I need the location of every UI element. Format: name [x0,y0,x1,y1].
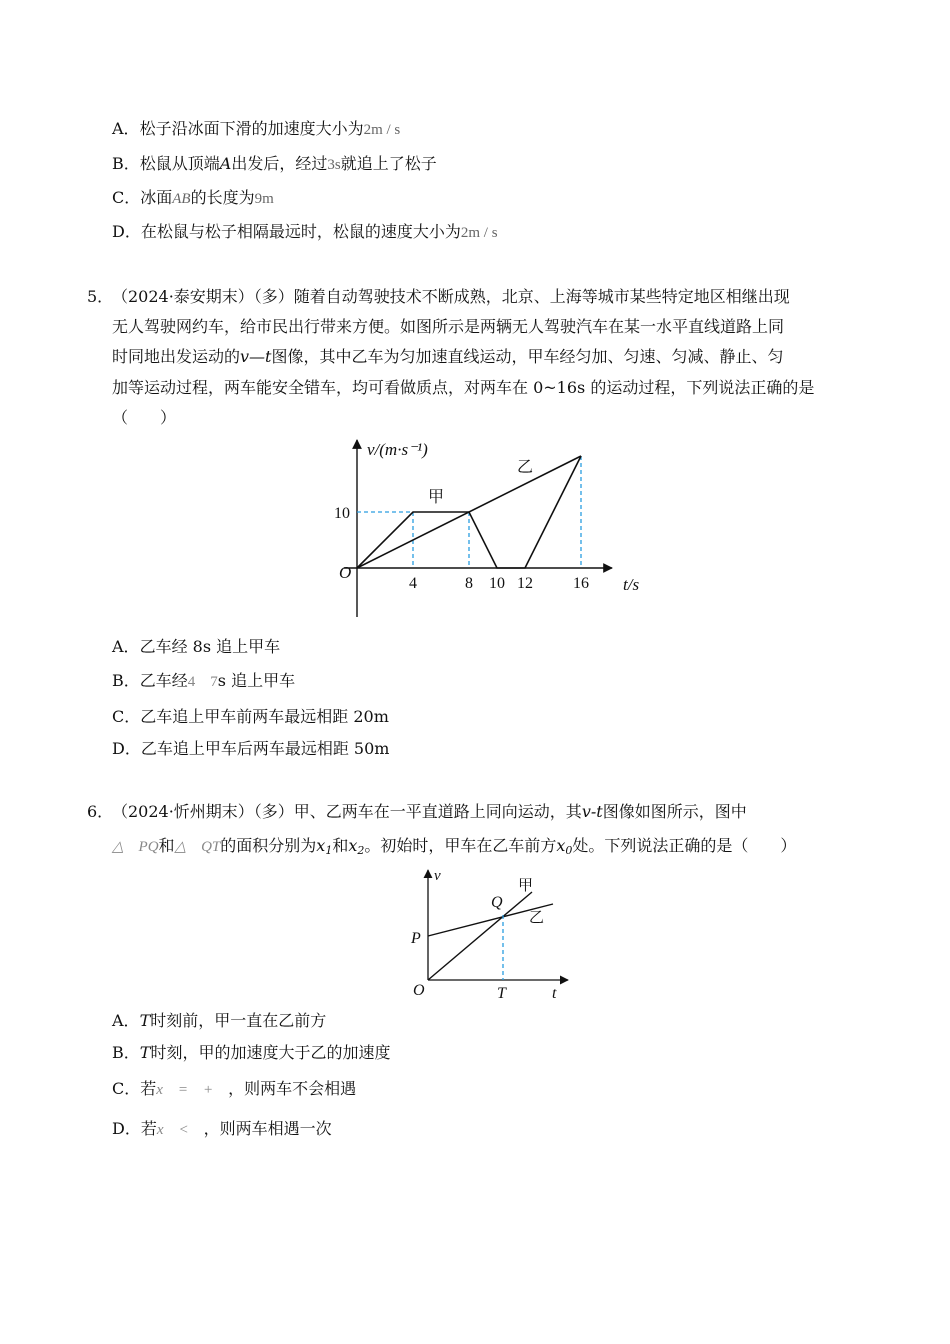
q6-option-b: B．T时刻，甲的加速度大于乙的加速度 [112,1043,391,1062]
q5-x-axis-label: t/s [623,575,640,594]
q5-line-1: （2024·泰安期末）（多）随着自动驾驶技术不断成熟，北京、上海等城市某些特定地区相继出现 [112,287,790,306]
q5-x-tick-label: 12 [517,575,533,592]
q6-q-label: Q [491,894,503,911]
q6-x-axis-label: t [552,985,557,1002]
q4-option-d: D．在松鼠与松子相隔最远时，松鼠的速度大小为2m / s [112,222,498,241]
q6-option-a: A．T时刻前，甲一直在乙前方 [112,1011,327,1030]
q6-y-axis-label: v [434,868,441,884]
q5-series-label-yi: 乙 [517,459,534,476]
q5-x-tick-label: 16 [573,575,589,592]
q5-x-tick-label: 10 [489,575,505,592]
q5-series-label-jia: 甲 [428,489,445,506]
q6-origin-label: O [413,982,425,999]
q5-x-tick-label: 4 [409,575,417,592]
q4-option-c: C．冰面AB的长度为9m [112,188,274,207]
q6-p-label: P [411,930,421,947]
q6-t-label: T [497,985,506,1002]
q6-line-jia [428,892,532,980]
q5-y-tick-label: 10 [334,505,350,522]
q5-option-a: A．乙车经 8s 追上甲车 [112,637,281,656]
q5-origin-label: O [339,563,352,582]
q6-series-label-yi: 乙 [529,910,545,926]
q5-y-axis-label: v/(m·s⁻¹) [367,440,428,459]
q5-line-3: 时同地出发运动的v—t图像，其中乙车为匀加速直线运动，甲车经匀加、匀速、匀减、静止、匀 [112,347,784,366]
q6-option-d: D．若x < ，则两车相遇一次 [112,1119,332,1138]
q6-line-2: △ PQ和△ QT的面积分别为$x_1$和$x_2$。初始时，甲车在乙车前方$x_0$处。下列说法正确的是（ ） [112,836,797,857]
q6-option-c: C．若x = + ，则两车不会相遇 [112,1079,357,1098]
q5-number: 5． [87,287,114,306]
q4-option-b: B．松鼠从顶端A出发后，经过3s就追上了松子 [112,154,437,173]
q6-number: 6． [87,802,114,821]
q6-series-label-jia: 甲 [518,878,534,894]
q5-option-d: D．乙车追上甲车后两车最远相距 50m [112,739,390,758]
q5-line-4: 加等运动过程，两车能安全错车，均可看做质点，对两车在 0~16s 的运动过程，下列说法正确的是 [112,378,815,397]
q5-line-2: 无人驾驶网约车，给市民出行带来方便。如图所示是两辆无人驾驶汽车在某一水平直线道路上同 [112,317,785,336]
q5-x-tick-label: 8 [465,575,473,592]
q4-option-a: A．松子沿冰面下滑的加速度大小为2m / s [112,119,401,138]
q6-line-1: （2024·忻州期末）（多）甲、乙两车在一平直道路上同向运动，其v-t图像如图所示，图中 [112,802,747,821]
q5-option-c: C．乙车追上甲车前两车最远相距 20m [112,707,389,726]
q5-line-5: （ ） [112,408,177,427]
q5-option-b: B．乙车经4 7s 追上甲车 [112,671,296,690]
